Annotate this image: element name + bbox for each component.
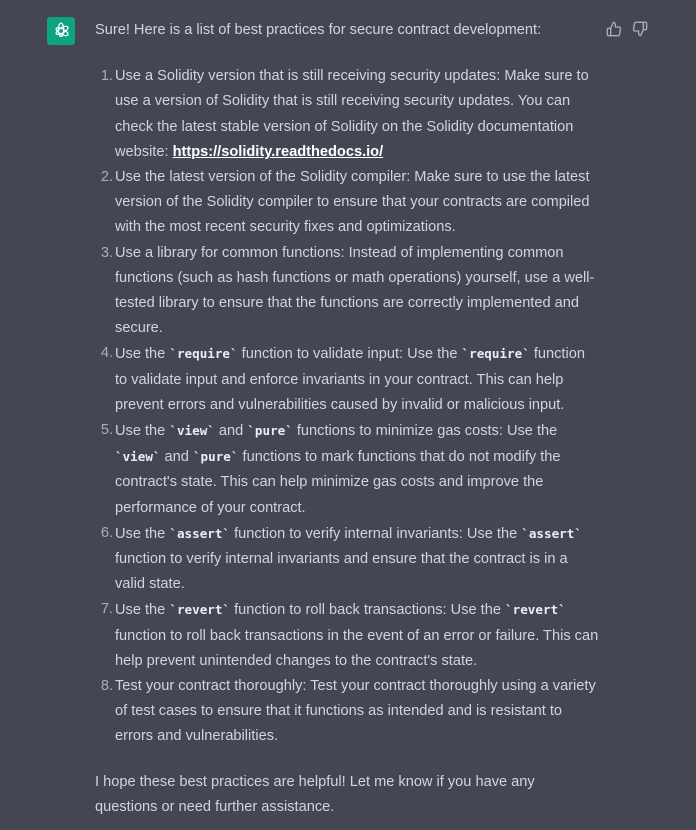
assistant-avatar xyxy=(47,17,75,45)
inline-code: `view` xyxy=(169,423,215,439)
inline-code: `view` xyxy=(115,449,161,465)
message-outro: I hope these best practices are helpful! Let me know if you have any questions or need further assistance. xyxy=(95,773,535,815)
list-item xyxy=(100,597,600,674)
item-text: Use the xyxy=(115,525,170,542)
list-item xyxy=(100,341,600,418)
thumbs-down-icon[interactable] xyxy=(632,21,648,37)
inline-code: `pure` xyxy=(192,449,239,465)
list-number: 6. xyxy=(100,524,113,541)
list-item xyxy=(100,521,600,598)
list-number: 3. xyxy=(100,244,113,261)
item-text: function to roll back transactions in the event of an error or failure. This can help prevent unintended changes to the contract's state. xyxy=(115,627,599,669)
best-practices-list xyxy=(95,64,600,749)
item-text: function to roll back transactions: Use the xyxy=(230,602,506,619)
list-item xyxy=(100,674,600,750)
list-number: 7. xyxy=(100,601,113,618)
solidity-docs-link[interactable]: https://solidity.readthedocs.io/ xyxy=(172,143,384,160)
item-text: Use the xyxy=(115,602,170,619)
item-text: function to verify internal invariants and ensure that the contract is in a valid state. xyxy=(115,551,568,593)
list-number: 2. xyxy=(100,169,113,186)
list-number: 8. xyxy=(100,678,113,695)
item-text: function to verify internal invariants: Use the xyxy=(230,525,522,542)
inline-code: `assert` xyxy=(521,525,582,541)
inline-code: `require` xyxy=(169,346,238,362)
item-text: and xyxy=(160,449,193,466)
list-number: 5. xyxy=(100,422,113,439)
list-item xyxy=(100,165,600,241)
thumbs-up-icon[interactable] xyxy=(606,21,622,37)
item-text: Use a Solidity version that is still receiving security updates: Make sure to use a version of Solidity that is still receiving security updates. You can check the latest stable version of Solidity on the Solidity documentation website: xyxy=(115,68,589,160)
list-item xyxy=(100,241,600,342)
inline-code: `pure` xyxy=(247,423,293,439)
openai-logo-icon xyxy=(51,21,71,41)
inline-code: `revert` xyxy=(169,602,231,618)
inline-code: `revert` xyxy=(505,602,566,618)
item-text: Use a library for common functions: Instead of implementing common functions (such as hash functions or math operations) yourself, use a well-tested library to ensure that the functions are correctly implemented and secure. xyxy=(115,244,595,337)
feedback-controls xyxy=(606,21,648,37)
list-number: 1. xyxy=(100,68,113,85)
item-text: functions to minimize gas costs: Use the xyxy=(292,423,558,440)
item-text: functions to mark functions that do not modify the contract's state. This can help minimize gas costs and improve the performance of your contract. xyxy=(115,449,561,516)
item-text: Use the xyxy=(115,423,170,440)
inline-code: `assert` xyxy=(169,525,231,541)
list-item xyxy=(100,418,600,521)
assistant-message xyxy=(95,18,600,820)
list-number: 4. xyxy=(100,345,113,362)
item-text: Test your contract thoroughly: Test your contract thoroughly using a variety of test cases to ensure that it functions as intended and is resistant to errors and vulnerabilities. xyxy=(115,678,596,745)
item-text: function to validate input and enforce invariants in your contract. This can help prevent errors and vulnerabilities caused by invalid or malicious input. xyxy=(115,346,585,413)
inline-code: `require` xyxy=(461,346,530,362)
item-text: function to validate input: Use the xyxy=(237,346,462,363)
message-intro: Sure! Here is a list of best practices for secure contract development: xyxy=(95,22,542,38)
list-item xyxy=(100,64,600,165)
item-text: Use the xyxy=(115,346,170,363)
item-text: Use the latest version of the Solidity compiler: Make sure to use the latest version of the Solidity compiler to ensure that your contracts are compiled with the most recent security fixes and optimizations. xyxy=(115,169,590,236)
item-text: and xyxy=(214,423,248,440)
